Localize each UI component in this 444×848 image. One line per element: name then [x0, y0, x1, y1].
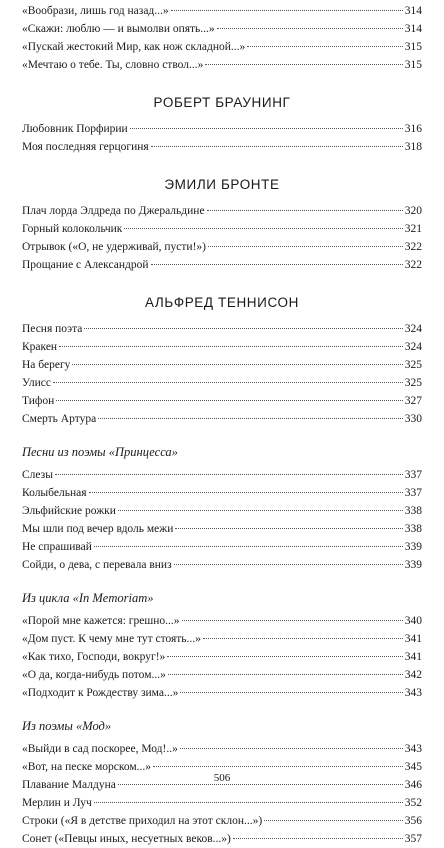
entry-title: Сойди, о дева, с перевала вниз [22, 559, 172, 571]
toc-entry [22, 630, 422, 648]
entry-title: Плач лорда Элдреда по Джеральдине [22, 205, 205, 217]
leader-dots [207, 210, 403, 211]
toc-entry [22, 320, 422, 338]
entry-page: 338 [404, 523, 422, 535]
entry-page: 325 [404, 377, 422, 389]
toc-entry [22, 520, 422, 538]
leader-dots [118, 784, 403, 785]
entry-title: Любовник Порфирии [22, 123, 128, 135]
toc-entry [22, 740, 422, 758]
entry-title: Отрывок («О, не удерживай, пусти!») [22, 241, 206, 253]
entry-title: «О да, когда-нибудь потом...» [22, 669, 166, 681]
subsection-heading: Из цикла «In Memoriam» [22, 591, 154, 605]
leader-dots [208, 246, 403, 247]
entry-title: «Скажи: люблю — и вымолви опять...» [22, 23, 215, 35]
entry-page: 315 [404, 59, 422, 71]
toc-group [22, 466, 422, 574]
toc-entry [22, 612, 422, 630]
toc-entry [22, 812, 422, 830]
entry-title: «Вот, на песке морском...» [22, 761, 152, 773]
toc-entry [22, 120, 422, 138]
subsection-heading: Из поэмы «Мод» [22, 719, 112, 733]
leader-dots [151, 264, 403, 265]
toc-entry [22, 502, 422, 520]
entry-page: 318 [404, 141, 422, 153]
leader-dots [84, 328, 402, 329]
toc-page [22, 0, 422, 848]
entry-page: 316 [404, 123, 422, 135]
entry-page: 356 [404, 815, 422, 827]
entry-title: Не спрашивай [22, 541, 92, 553]
leader-dots [94, 802, 403, 803]
entry-title: Песня поэта [22, 323, 83, 335]
entry-page: 342 [404, 669, 422, 681]
leader-dots [72, 364, 402, 365]
entry-title: «Подходит к Рождеству зима...» [22, 687, 179, 699]
leader-dots [203, 638, 403, 639]
leader-dots [167, 656, 402, 657]
toc-entry [22, 38, 422, 56]
entry-title: Мы шли под вечер вдоль межи [22, 523, 174, 535]
leader-dots [124, 228, 402, 229]
toc-entry [22, 556, 422, 574]
toc-entry [22, 830, 422, 848]
toc-entry [22, 466, 422, 484]
leader-dots [130, 128, 403, 129]
entry-page: 337 [404, 469, 422, 481]
entry-page: 357 [404, 833, 422, 845]
entry-title: «Выйди в сад поскорее, Мод!..» [22, 743, 178, 755]
entry-title: Моя последняя герцогиня [22, 141, 149, 153]
entry-page: 320 [404, 205, 422, 217]
toc-entry [22, 684, 422, 702]
entry-title: «Мечтаю о тебе. Ты, словно ствол...» [22, 59, 204, 71]
entry-page: 324 [404, 323, 422, 335]
author-heading: ЭМИЛИ БРОНТЕ [164, 177, 280, 192]
entry-title: Тифон [22, 395, 55, 407]
leader-dots [217, 28, 403, 29]
leader-dots [247, 46, 402, 47]
toc-entry [22, 648, 422, 666]
entry-title: Колыбельная [22, 487, 87, 499]
entry-page: 343 [404, 743, 422, 755]
toc-entry [22, 20, 422, 38]
entry-title: Кракен [22, 341, 58, 353]
toc-entry [22, 338, 422, 356]
toc-entry [22, 238, 422, 256]
leader-dots [59, 346, 403, 347]
toc-entry [22, 220, 422, 238]
entry-page: 352 [404, 797, 422, 809]
leader-dots [233, 838, 403, 839]
leader-dots [98, 418, 403, 419]
entry-page: 325 [404, 359, 422, 371]
toc-entry [22, 138, 422, 156]
entry-title: «Пускай жестокий Мир, как нож складной...» [22, 41, 246, 53]
leader-dots [55, 474, 403, 475]
entry-page: 339 [404, 559, 422, 571]
entry-title: Слезы [22, 469, 53, 481]
entry-page: 321 [404, 223, 422, 235]
entry-page: 314 [404, 23, 422, 35]
toc-group [22, 320, 422, 428]
entry-page: 338 [404, 505, 422, 517]
leader-dots [175, 528, 402, 529]
leader-dots [89, 492, 403, 493]
toc-entry [22, 56, 422, 74]
leader-dots [53, 382, 403, 383]
toc-entry [22, 538, 422, 556]
entry-page: 343 [404, 687, 422, 699]
leader-dots [168, 674, 403, 675]
toc-entry [22, 410, 422, 428]
toc-entry [22, 202, 422, 220]
leader-dots [153, 766, 403, 767]
entry-title: На берегу [22, 359, 71, 371]
leader-dots [171, 10, 403, 11]
entry-page: 314 [404, 5, 422, 17]
entry-title: Эльфийские рожки [22, 505, 116, 517]
entry-page: 322 [404, 241, 422, 253]
leader-dots [180, 748, 403, 749]
toc-entry [22, 794, 422, 812]
toc-group [22, 612, 422, 702]
leader-dots [151, 146, 403, 147]
toc-entry [22, 256, 422, 274]
entry-title: «Как тихо, Господи, вокруг!» [22, 651, 166, 663]
toc-entry [22, 666, 422, 684]
entry-page: 341 [404, 633, 422, 645]
entry-page: 337 [404, 487, 422, 499]
leader-dots [56, 400, 403, 401]
entry-title: Улисс [22, 377, 51, 389]
leader-dots [94, 546, 403, 547]
entry-page: 322 [404, 259, 422, 271]
entry-title: Строки («Я в детстве приходил на этот склон...») [22, 815, 263, 827]
toc-group [22, 202, 422, 274]
page-number: 506 [213, 772, 231, 784]
author-heading: АЛЬФРЕД ТЕННИСОН [145, 295, 299, 310]
entry-page: 340 [404, 615, 422, 627]
entry-title: Смерть Артура [22, 413, 97, 425]
entry-page: 341 [404, 651, 422, 663]
entry-page: 345 [404, 761, 422, 773]
entry-page: 315 [404, 41, 422, 53]
entry-page: 324 [404, 341, 422, 353]
subsection-heading: Песни из поэмы «Принцесса» [22, 445, 178, 459]
entry-page: 330 [404, 413, 422, 425]
author-heading: РОБЕРТ БРАУНИНГ [153, 95, 291, 110]
leader-dots [182, 620, 403, 621]
entry-title: «Порой мне кажется: грешно...» [22, 615, 180, 627]
toc-entry [22, 374, 422, 392]
toc-entry [22, 2, 422, 20]
entry-title: Мерлин и Луч [22, 797, 92, 809]
entry-title: Сонет («Певцы иных, несуетных веков...») [22, 833, 231, 845]
toc-entry [22, 356, 422, 374]
leader-dots [180, 692, 402, 693]
entry-page: 327 [404, 395, 422, 407]
leader-dots [205, 64, 402, 65]
toc-group-top [22, 2, 422, 74]
entry-page: 339 [404, 541, 422, 553]
entry-title: «Вообрази, лишь год назад...» [22, 5, 169, 17]
toc-group [22, 740, 422, 848]
leader-dots [118, 510, 403, 511]
leader-dots [174, 564, 403, 565]
toc-group [22, 120, 422, 156]
toc-entry [22, 392, 422, 410]
entry-title: Прощание с Александрой [22, 259, 149, 271]
leader-dots [264, 820, 403, 821]
entry-page: 346 [404, 779, 422, 791]
entry-title: «Дом пуст. К чему мне тут стоять...» [22, 633, 201, 645]
toc-entry [22, 484, 422, 502]
entry-title: Горный колокольчик [22, 223, 123, 235]
entry-title: Плавание Малдуна [22, 779, 116, 791]
